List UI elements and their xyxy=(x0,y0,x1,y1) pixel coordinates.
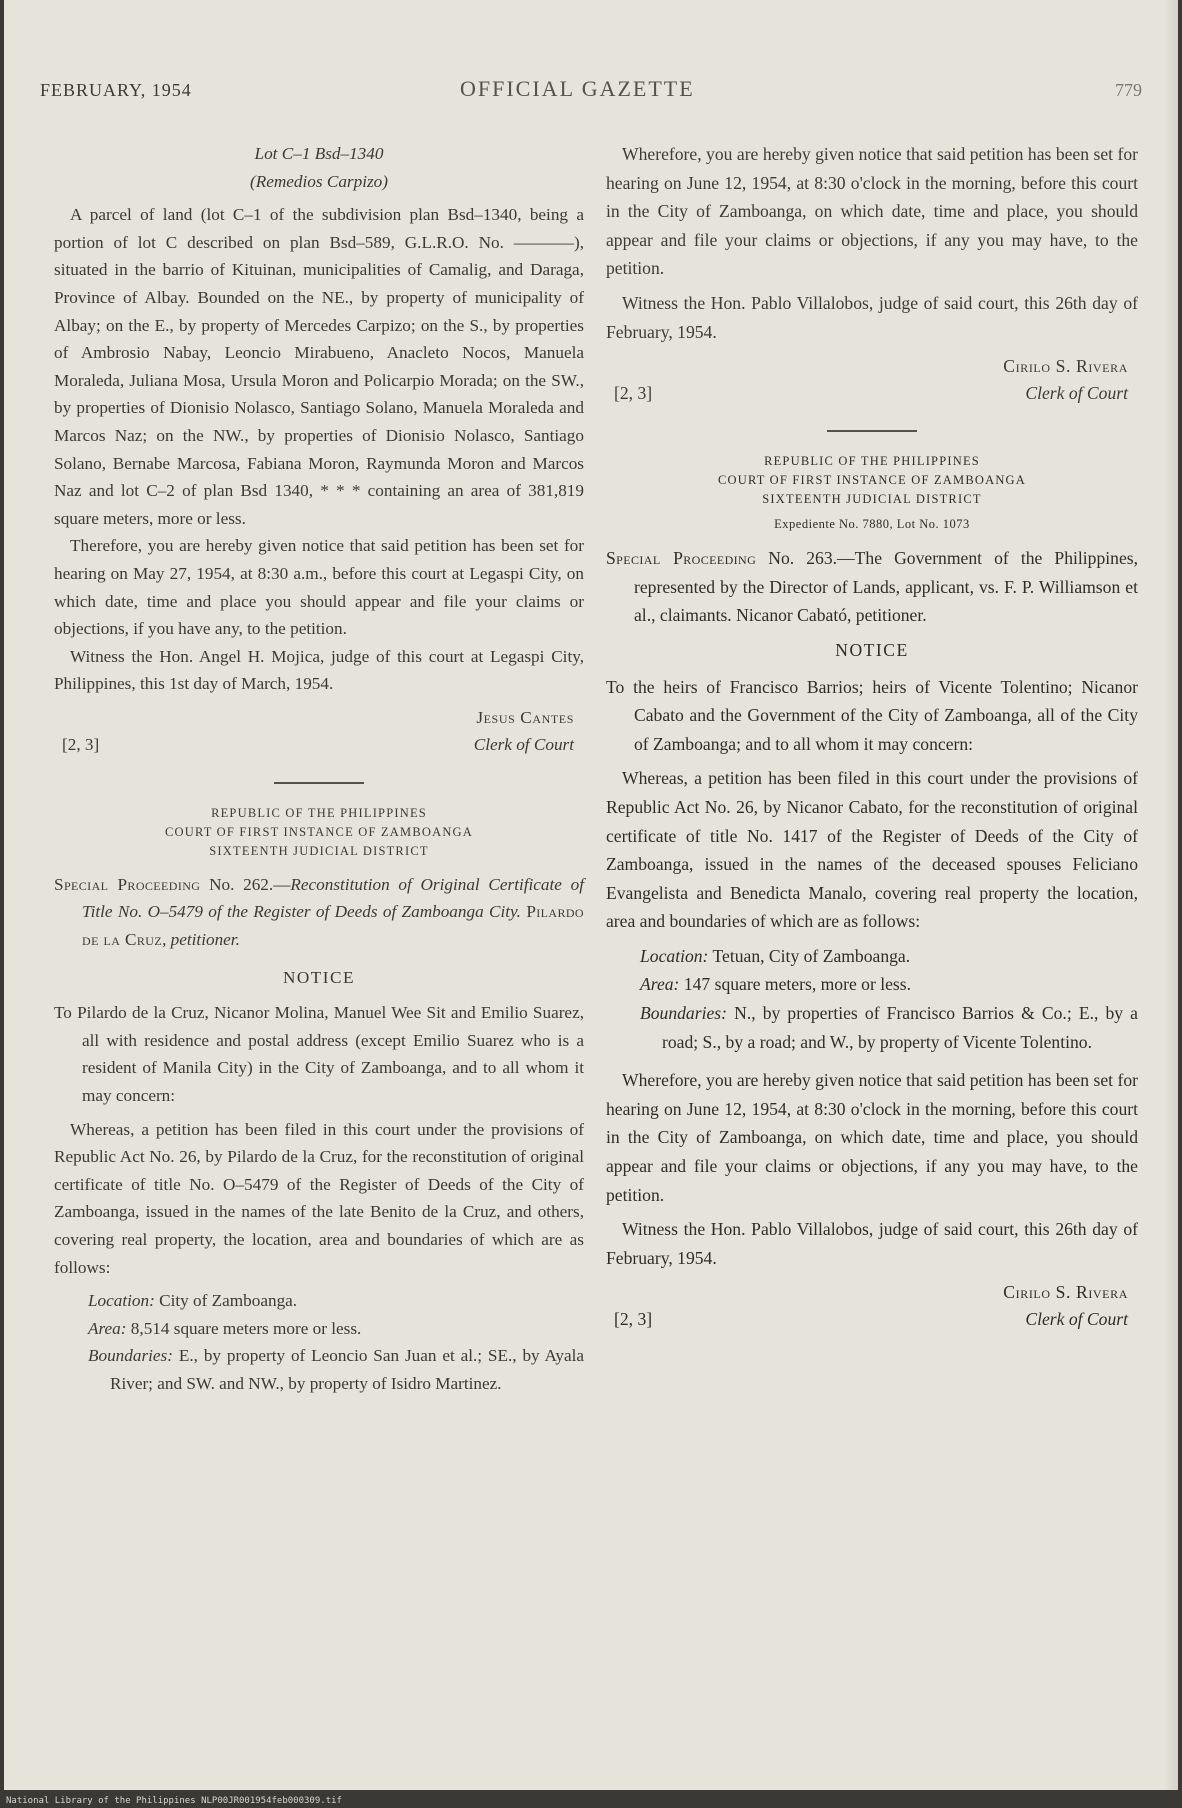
location-label: Location: xyxy=(640,945,709,966)
proceeding-title: Reconstitution of Original Certificate of Title No. O–5479 of the Register of Deeds of Zamboanga City. xyxy=(82,874,585,922)
proceeding-label: Special Proceeding xyxy=(606,548,757,569)
boundaries-line xyxy=(640,999,1138,1056)
proceeding-number: No. 262.— xyxy=(209,874,291,894)
area-value: 147 square meters, more or less. xyxy=(683,974,912,995)
whereas-paragraph: Whereas, a petition has been filed in this court under the provisions of Republic Act No. 26, by Nicanor Cabato, for the reconstitution of original certificate of title No. 1417 of the Register of Deeds of the City of Zamboanga, issued in the names of the deceased spouses Feliciano Evangelista and Benedicta Manalo, covering real property the location, area and boundaries of which are as follows: xyxy=(606,768,1138,932)
issue-reference: [2, 3] xyxy=(614,383,653,404)
scan-footer: National Library of the Philippines NLP00JR001954feb000309.tif xyxy=(6,1796,342,1806)
witness-paragraph: Witness the Hon. Pablo Villalobos, judge of said court, this 26th day of February, 1954. xyxy=(606,292,1138,342)
signature-block xyxy=(606,352,1138,406)
clerk-title: Clerk of Court xyxy=(1025,1309,1128,1330)
clerk-title: Clerk of Court xyxy=(1025,383,1128,404)
issue-reference: [2, 3] xyxy=(614,1309,653,1330)
petitioner-role: , petitioner. xyxy=(162,930,240,950)
issue-reference: [2, 3] xyxy=(62,734,100,754)
boundaries-label: Boundaries: xyxy=(88,1346,173,1366)
court-heading: COURT OF FIRST INSTANCE OF ZAMBOANGA xyxy=(717,473,1027,488)
lot-claimant: (Remedios Carpizo) xyxy=(250,171,388,191)
header-page-number: 779 xyxy=(1115,80,1142,100)
petitioner-name: Pilardo de la Cruz xyxy=(82,902,584,950)
wherefore-paragraph: Wherefore, you are hereby given notice that said petition has been set for hearing on June 12, 1954, at 8:30 o'clock in the morning, before this court in the City of Zamboanga, on which date, time and place, you should appear and file your claims or objections, if any you may have, to the petition. xyxy=(606,1070,1138,1205)
location-line xyxy=(88,1287,584,1315)
special-proceeding-263 xyxy=(606,544,1138,630)
district-heading: SIXTEENTH JUDICIAL DISTRICT xyxy=(762,492,982,507)
special-proceeding-262 xyxy=(54,871,584,954)
lot-heading: Lot C–1 Bsd–1340 xyxy=(254,144,384,163)
witness-paragraph: Witness the Hon. Angel H. Mojica, judge of this court at Legaspi City, Philippines, this 1st day of March, 1954. xyxy=(54,646,584,694)
district-heading: SIXTEENTH JUDICIAL DISTRICT xyxy=(209,843,429,858)
witness-paragraph: Witness the Hon. Pablo Villalobos, judge of said court, this 26th day of February, 1954. xyxy=(606,1219,1138,1268)
area-line xyxy=(88,1315,584,1343)
clerk-title: Clerk of Court xyxy=(473,734,574,754)
notice-addressees: To Pilardo de la Cruz, Nicanor Molina, Manuel Wee Sit and Emilio Suarez, all with residence and postal address (except Emilio Suarez who is a resident of Manila City) in the City of Zamboanga, and to all whom it may concern: xyxy=(54,1003,584,1106)
therefore-paragraph: Therefore, you are hereby given notice that said petition has been set for hearing on May 27, 1954, at 8:30 a.m., before this court at Legaspi City, on which date, time and place you should appear and file your claims or objections, if you have any, to the petition. xyxy=(54,536,584,639)
notice-title: NOTICE xyxy=(282,967,355,987)
property-details xyxy=(54,1287,584,1397)
clerk-name: Cirilo S. Rivera xyxy=(1003,356,1128,377)
boundaries-label: Boundaries: xyxy=(640,1003,727,1024)
republic-heading: REPUBLIC OF THE PHILIPPINES xyxy=(764,454,980,469)
header-date: FEBRUARY, 1954 xyxy=(40,80,192,100)
location-label: Location: xyxy=(88,1291,155,1311)
whereas-paragraph: Whereas, a petition has been filed in this court under the provisions of Republic Act No. 26, by Pilardo de la Cruz, for the reconstitution of original certificate of title No. O–5479 of the Register of Deeds of the City of Zamboanga, issued in the names of the late Benito de la Cruz, and others, covering real property, the location, area and boundaries of which are as follows: xyxy=(54,1119,584,1277)
wherefore-paragraph: Wherefore, you are hereby given notice that said petition has been set for hearing on June 12, 1954, at 8:30 o'clock in the morning, before this court in the City of Zamboanga, on which date, time and place, you should appear and file your claims or objections, if any you may have, to the petition. xyxy=(606,144,1138,279)
proceeding-text: No. 263.—The Government of the Philippines, represented by the Director of Lands, applicant, vs. F. P. Williamson et al., claimants. Nicanor Cabató, petitioner. xyxy=(634,548,1138,626)
expediente-line: Expediente No. 7880, Lot No. 1073 xyxy=(774,517,970,532)
continued-notice xyxy=(606,140,1138,406)
area-label: Area: xyxy=(88,1318,127,1338)
location-value: City of Zamboanga. xyxy=(159,1291,298,1311)
header-title: OFFICIAL GAZETTE xyxy=(460,76,695,101)
boundaries-value: E., by property of Leoncio San Juan et al.; SE., by Ayala River; and SW. and NW., by property of Isidro Martinez. xyxy=(110,1346,585,1393)
page-edge-shadow xyxy=(1164,0,1178,1790)
property-details xyxy=(606,942,1138,1056)
boundaries-line xyxy=(88,1342,584,1397)
location-line xyxy=(640,942,1138,971)
signature-block xyxy=(54,704,584,758)
area-label: Area: xyxy=(640,974,680,995)
notice-title: NOTICE xyxy=(835,639,909,660)
area-line xyxy=(640,970,1138,999)
clerk-name: Cirilo S. Rivera xyxy=(1003,1282,1128,1303)
clerk-name: Jesus Cantes xyxy=(476,707,574,727)
proceeding-label: Special Proceeding xyxy=(54,874,201,894)
notice-addressees: To the heirs of Francisco Barrios; heirs of Vicente Tolentino; Nicanor Cabato and the Government of the City of Zamboanga, all of the City of Zamboanga; and to all whom it may concern: xyxy=(606,676,1138,754)
lot-description: A parcel of land (lot C–1 of the subdivision plan Bsd–1340, being a portion of lot C described on plan Bsd–589, G.L.R.O. No. ———–), situated in the barrio of Kituinan, municipalities of Camalig, and Daraga, Province of Albay. Bounded on the NE., by property of municipality of Albay; on the E., by property of Mercedes Carpizo; on the S., by properties of Ambrosio Nabay, Leoncio Mirabueno, Anacleto Nocos, Manuela Moraleda, Juliana Mosa, Ursula Moron and Policarpio Morada; on the SW., by properties of Dionisio Nolasco, Santiago Solano, Manuela Moraleda and Marcos Naz; on the NW., by properties of Dionisio Nolasco, Santiago Solano, Bernabe Marcosa, Fabiana Moron, Raymunda Moron and Marcos Naz and lot C–2 of plan Bsd 1340, * * * containing an area of 381,819 square meters, more or less. xyxy=(54,205,584,528)
right-column xyxy=(606,140,1138,1332)
republic-heading: REPUBLIC OF THE PHILIPPINES xyxy=(211,805,427,820)
section-divider xyxy=(274,782,364,784)
area-value: 8,514 square meters more or less. xyxy=(130,1318,362,1338)
gazette-page xyxy=(4,0,1178,1790)
section-divider xyxy=(827,430,917,432)
left-column xyxy=(54,140,584,1398)
page-header xyxy=(40,76,1142,120)
location-value: Tetuan, City of Zamboanga. xyxy=(712,945,911,966)
boundaries-value: N., by properties of Francisco Barrios & Co.; E., by a road; S., by a road; and W., by property of Vicente Tolentino. xyxy=(662,1003,1138,1052)
court-heading: COURT OF FIRST INSTANCE OF ZAMBOANGA xyxy=(164,824,474,839)
signature-block xyxy=(606,1278,1138,1332)
